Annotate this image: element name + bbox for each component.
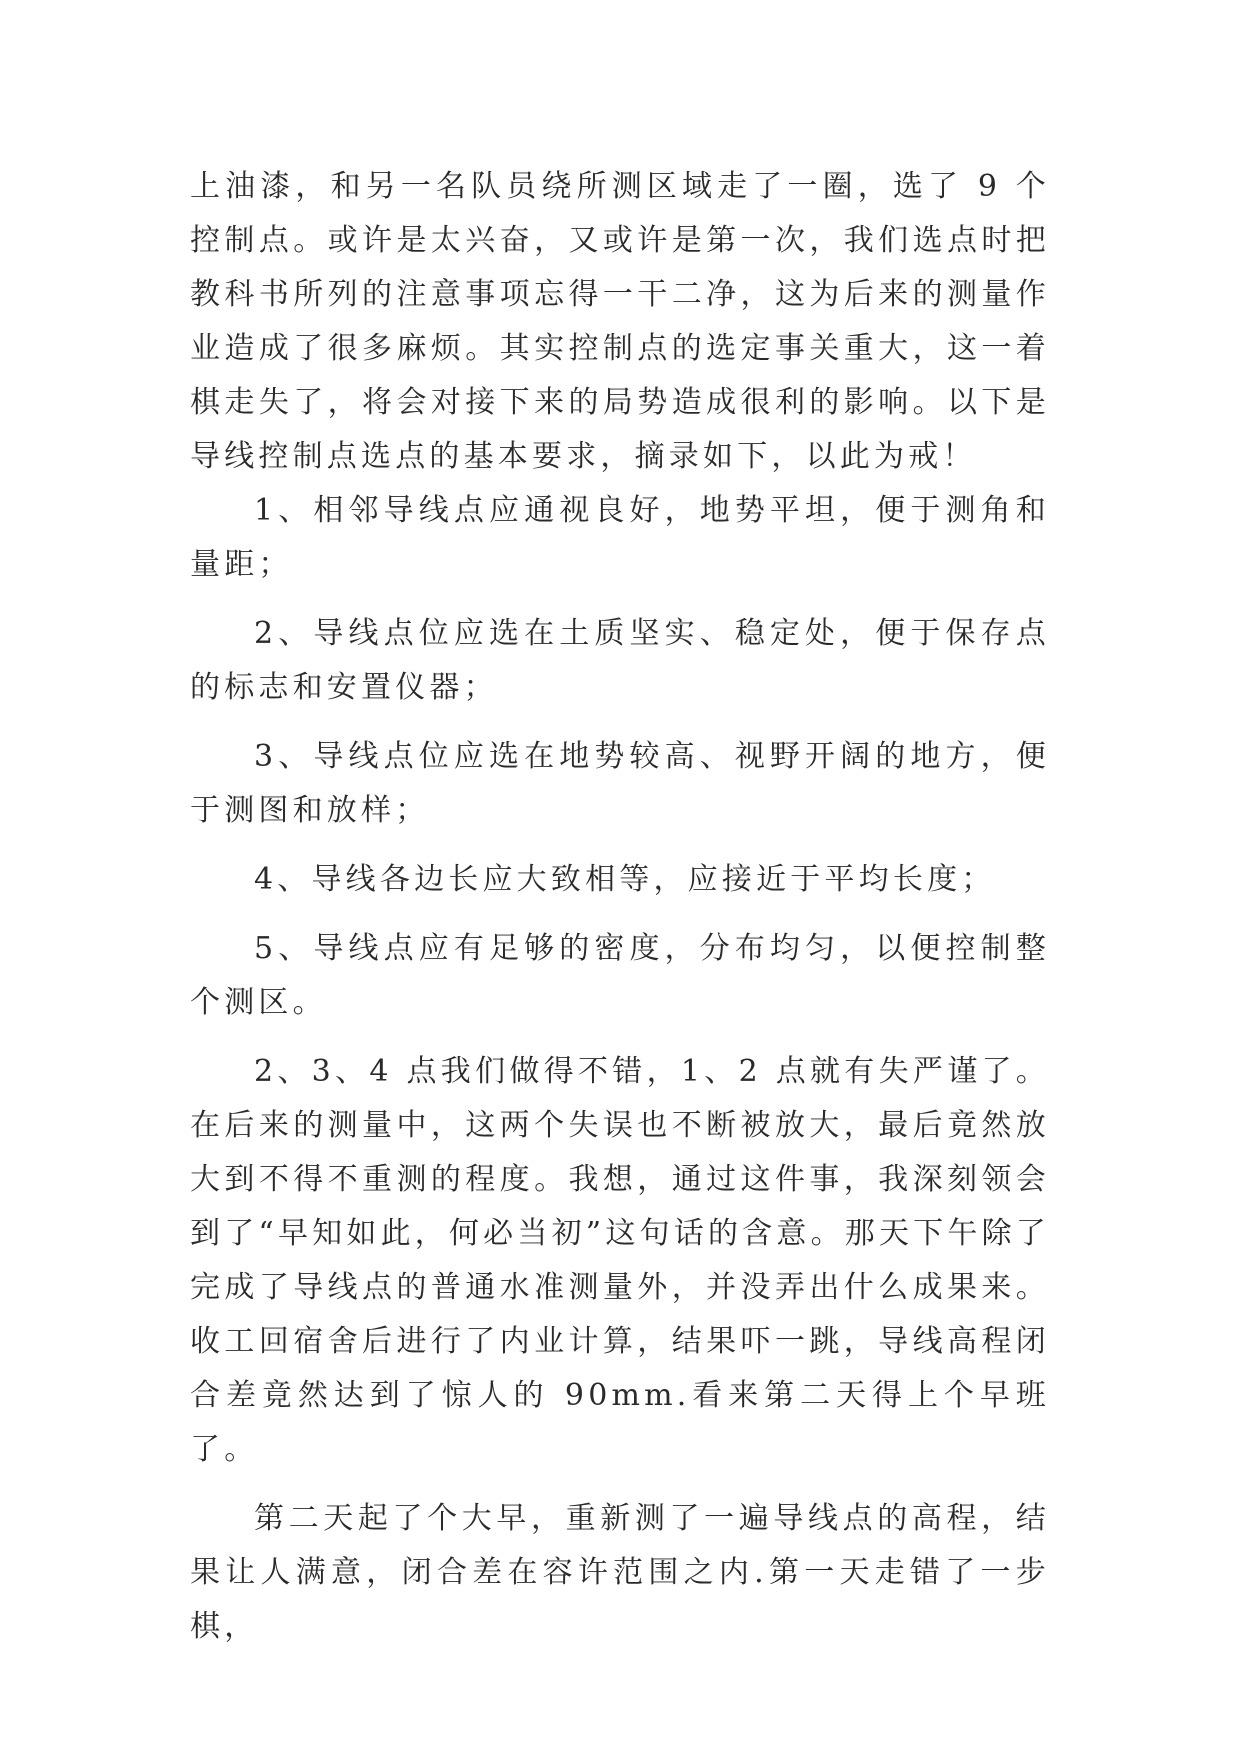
- list-item-3: 3、导线点位应选在地势较高、视野开阔的地方，便于测图和放样；: [190, 739, 1050, 828]
- paragraph-second-day: 第二天起了个大早，重新测了一遍导线点的高程，结果让人满意，闭合差在容许范围之内.第一天走错了一步棋，: [190, 1501, 1050, 1644]
- list-item-5: 5、导线点应有足够的密度，分布均匀，以便控制整个测区。: [190, 931, 1050, 1020]
- document-body: [190, 160, 1050, 1654]
- paragraph-reflection: 2、3、4 点我们做得不错，1、2 点就有失严谨了。在后来的测量中，这两个失误也不断被放大，最后竟然放大到不得不重测的程度。我想，通过这件事，我深刻领会到了“早知如此，何必当初”这句话的含意。那天下午除了完成了导线点的普通水准测量外，并没弄出什么成果来。收工回宿舍后进行了内业计算，结果吓一跳，导线高程闭合差竟然达到了惊人的 90mm.看来第二天得上个早班了。: [190, 1054, 1050, 1467]
- list-item-2: 2、导线点位应选在土质坚实、稳定处，便于保存点的标志和安置仪器；: [190, 616, 1050, 705]
- paragraph-intro: 上油漆，和另一名队员绕所测区域走了一圈，选了 9 个控制点。或许是太兴奋，又或许是第一次，我们选点时把教科书所列的注意事项忘得一干二净，这为后来的测量作业造成了很多麻烦。其实控制点的选定事关重大，这一着棋走失了，将会对接下来的局势造成很利的影响。以下是导线控制点选点的基本要求，摘录如下，以此为戒！: [190, 169, 1050, 474]
- list-item-4: 4、导线各边长应大致相等，应接近于平均长度；: [254, 862, 996, 897]
- list-item-1: 1、相邻导线点应通视良好，地势平坦，便于测角和量距；: [190, 493, 1050, 582]
